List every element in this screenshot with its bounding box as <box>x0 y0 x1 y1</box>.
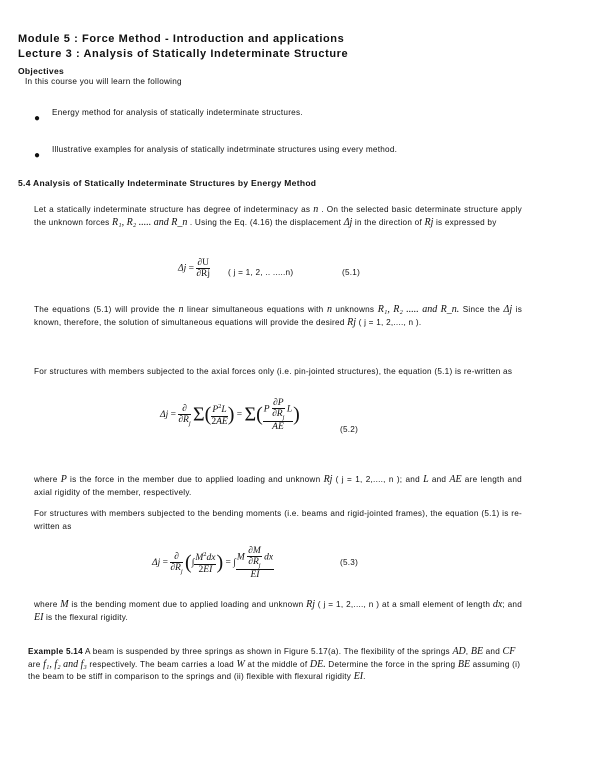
objectives-intro: In this course you will learn the following <box>25 77 182 86</box>
objective-item <box>34 145 40 163</box>
section-title: 5.4 Analysis of Statically Indeterminate Structures by Energy Method <box>18 178 317 188</box>
paragraph-intro: Let a statically indeterminate structure has degree of indeterminacy as n . On the selected basic determinate structure apply the unknown forces R₁, R₂ ..... and R_n . Using the Eq. (4.16) the displacement Δj in the direction of Rj is expressed by <box>34 204 522 228</box>
objective-text: Energy method for analysis of statically indeterminate structures. <box>52 108 303 117</box>
equation-5-1-label: (5.1) <box>342 268 361 277</box>
objective-text: Illustrative examples for analysis of statically indetrminate structures using every method. <box>52 145 398 154</box>
module-title: Module 5 : Force Method - Introduction and applications <box>18 33 345 45</box>
paragraph-bending-where: where M is the bending moment due to applied loading and unknown Rj ( j = 1, 2,...., n ) at a small element of length dx; and EI is the flexural rigidity. <box>34 599 523 623</box>
equation-5-1: Δj = $\frac{\partial U}{\partial Rj}$ <box>178 258 210 279</box>
paragraph-axial-where: where P is the force in the member due to applied loading and unknown Rj ( j = 1, 2,...., n ); and L and AE are length and axial rigidity of the member, respectively. <box>34 474 522 497</box>
example-5-14: Example 5.14 A beam is suspended by three springs as shown in Figure 5.17(a). The flexibility of the springs AD, BE and CF are f₁, f₂ and f₃ respectively. The beam carries a load W at the middle of DE. Determine the force in the spring BE assuming (i) the beam to be stiff in comparison to the springs and (ii) flexible with flexural rigidity EI. <box>28 646 521 682</box>
equation-5-2: Δj = $\frac{\partial}{\partial R_j}$ Σ( $\frac{P^2L}{2AE}$ ) = Σ( P $\frac{\partial P}{\partial R_j}$ L AE ) <box>160 398 300 432</box>
objectives-heading: Objectives <box>18 66 64 76</box>
paragraph-bending: For structures with members subjected to the bending moments (i.e. beams and rigid-jointed frames), the equation (5.1) is re-written as <box>34 509 522 531</box>
paragraph-simultaneous: The equations (5.1) will provide the n linear simultaneous equations with n unknowns R₁, R₂ ..... and R_n. Since the Δj is known, therefore, the solution of simultaneous equations will provide the desired Rj ( j = 1, 2,...., n ). <box>34 304 523 328</box>
equation-5-3: Δj = $\frac{\partial}{\partial R_j}$ (∫ $\frac{M^2dx}{2EI}$ ) = ∫ M $\frac{\partial M}{\partial R_j}$ dx EI <box>152 546 274 580</box>
objective-item <box>34 108 40 126</box>
equation-5-2-label: (5.2) <box>340 425 359 434</box>
equation-5-1-condition: ( j = 1, 2, .. .....n) <box>228 268 294 277</box>
equation-5-3-label: (5.3) <box>340 558 359 567</box>
lecture-title: Lecture 3 : Analysis of Statically Indeterminate Structure <box>18 48 349 60</box>
bullet-icon: ● <box>34 113 41 124</box>
bullet-icon: ● <box>34 150 41 161</box>
paragraph-axial: For structures with members subjected to the axial forces only (i.e. pin-jointed structures), the equation (5.1) is re-written as <box>34 367 513 376</box>
